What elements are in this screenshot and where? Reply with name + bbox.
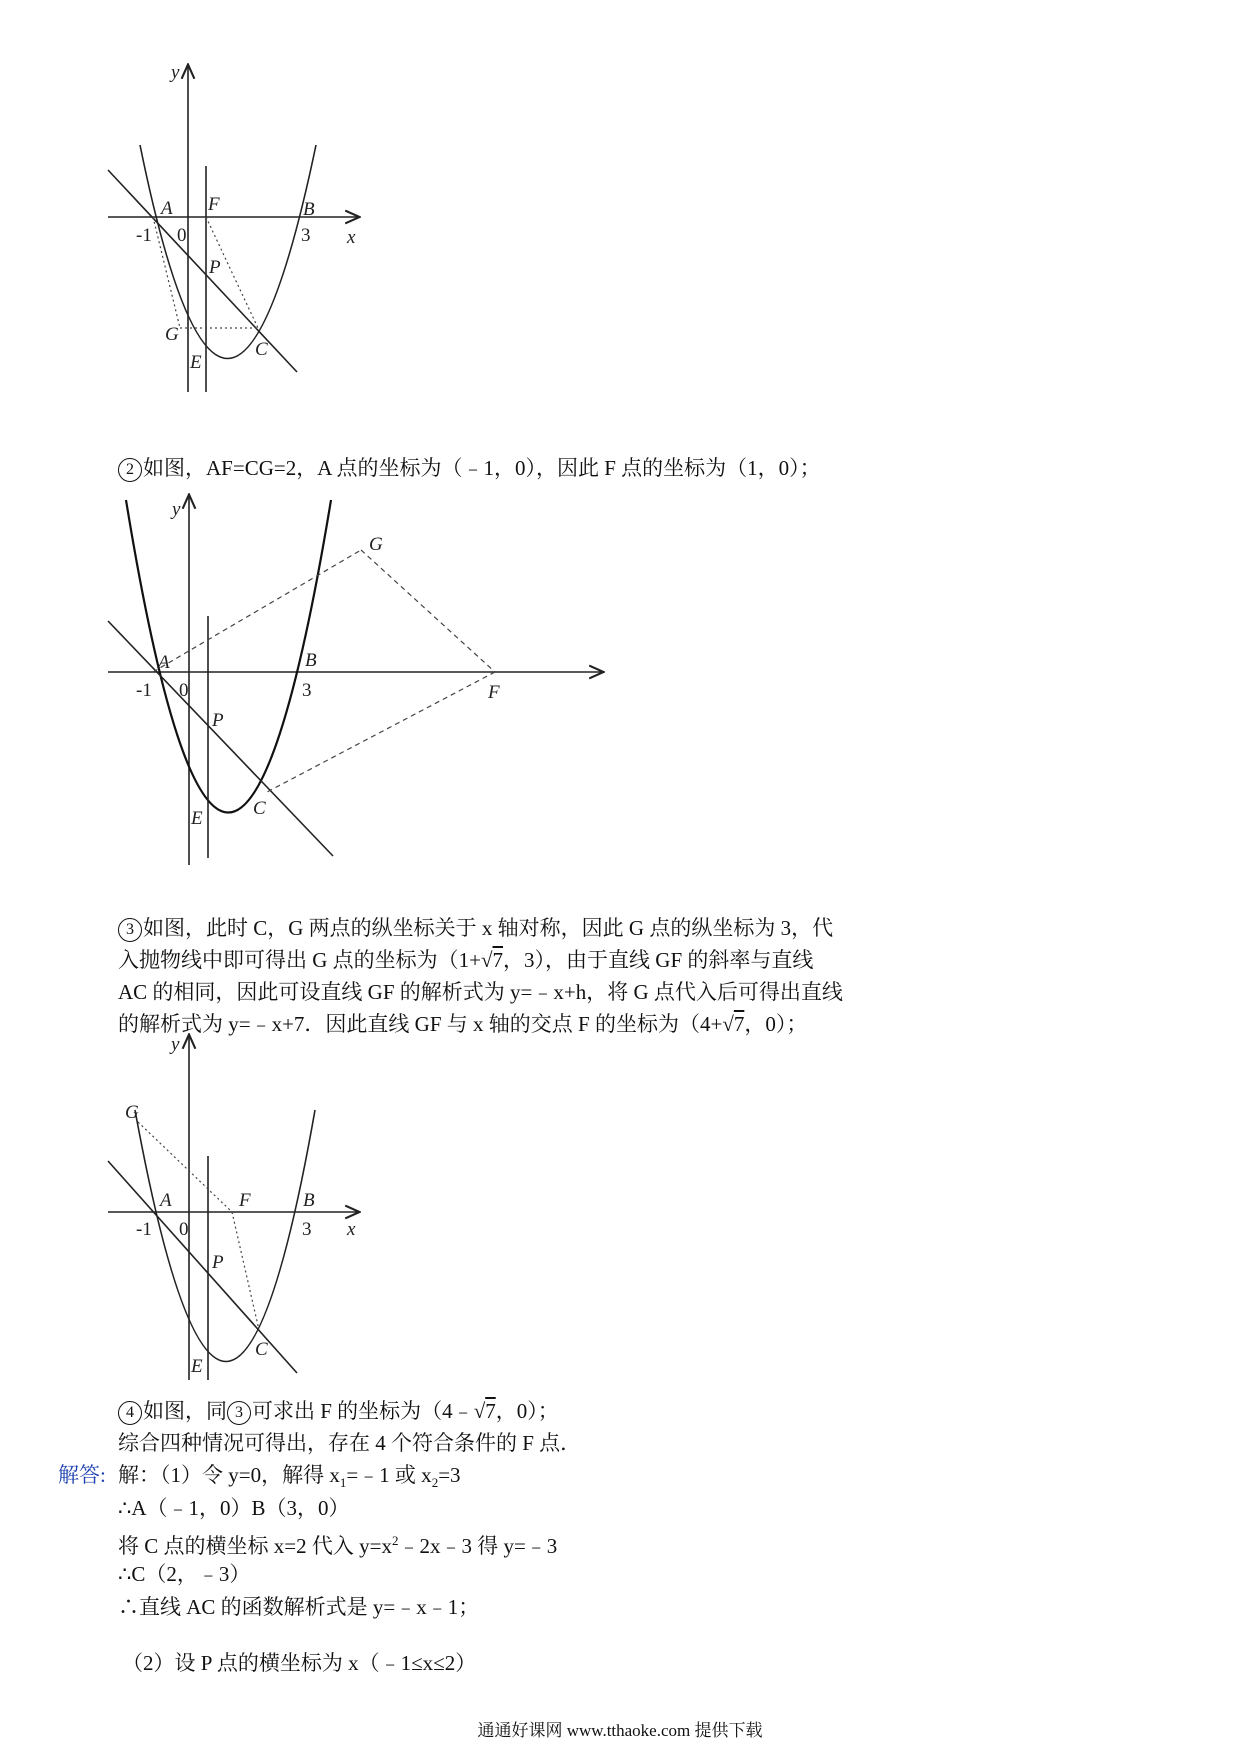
- label-g: G: [369, 534, 383, 555]
- label-y: y: [171, 62, 180, 83]
- answer-text-6: （2）设 P 点的横坐标为 x（﹣1≤x≤2）: [122, 1651, 477, 1675]
- parabola: [135, 1110, 315, 1362]
- answer-text-3b: ﹣2x﹣3 得 y=﹣3: [398, 1534, 558, 1558]
- label-e: E: [190, 352, 202, 373]
- label-y: y: [172, 499, 181, 520]
- answer-text-3a: 将 C 点的横坐标 x=2 代入 y=x: [118, 1534, 392, 1558]
- paragraph-3-text-4a: 的解析式为 y=﹣x+7．因此直线 GF 与 x 轴的交点 F 的坐标为（4+: [118, 1012, 723, 1036]
- paragraph-4-text-1b: 可求出 F 的坐标为（4﹣: [252, 1399, 474, 1423]
- label-e: E: [191, 808, 203, 829]
- sqrt-radicand: 7: [485, 1399, 496, 1423]
- answer-label: 解答:: [58, 1463, 106, 1487]
- answer-line-5: [118, 1592, 479, 1622]
- sqrt-sign: √: [481, 948, 493, 972]
- circled-number: 3: [118, 918, 142, 942]
- answer-text-5: ∴直线 AC 的函数解析式是 y=﹣x﹣1；: [118, 1595, 480, 1619]
- circled-number: 4: [118, 1401, 142, 1425]
- tick-3: 3: [302, 680, 312, 701]
- label-p: P: [209, 257, 221, 278]
- segment-fc: [232, 1212, 259, 1330]
- label-a: A: [160, 1190, 172, 1211]
- label-f: F: [208, 194, 220, 215]
- answer-text-1a: 解：（1）令 y=0，解得 x: [118, 1463, 340, 1487]
- label-b: B: [303, 199, 315, 220]
- label-x: x: [347, 1219, 356, 1240]
- label-p: P: [212, 710, 224, 731]
- paragraph-3-line-3: [118, 977, 843, 1007]
- paragraph-3-line-1: [118, 913, 833, 943]
- paragraph-4-line-1: [118, 1396, 559, 1426]
- segment-ag: [153, 550, 361, 672]
- answer-line-2: [118, 1493, 350, 1523]
- label-a: A: [158, 652, 170, 673]
- answer-text-2: ∴A（﹣1，0）B（3，0）: [118, 1496, 350, 1520]
- paragraph-3-text-4b: ，0）；: [744, 1012, 808, 1036]
- tick-0: 0: [177, 225, 187, 246]
- answer-text-1c: =3: [438, 1463, 461, 1487]
- figure-2-graph: [105, 490, 615, 872]
- sqrt-sign: √: [722, 1012, 734, 1036]
- tick-0: 0: [179, 680, 189, 701]
- paragraph-4-text-1a: 如图，同: [143, 1399, 227, 1423]
- paragraph-3-text-3: AC 的相同，因此可设直线 GF 的解析式为 y=﹣x+h，将 G 点代入后可得出直线: [118, 980, 843, 1004]
- answer-line-6: [122, 1648, 476, 1678]
- label-b: B: [303, 1190, 315, 1211]
- footer: 通通好课网 www.tthaoke.com 提供下载: [477, 1721, 763, 1740]
- line-ac: [108, 1161, 297, 1373]
- answer-line-3: [118, 1526, 557, 1561]
- paragraph-4-text-2: 综合四种情况可得出，存在 4 个符合条件的 F 点．: [118, 1431, 582, 1455]
- figure-3: [105, 1030, 385, 1385]
- sqrt-radicand: 7: [492, 948, 504, 972]
- label-f: F: [488, 682, 500, 703]
- segment-gf: [361, 550, 495, 672]
- tick-3: 3: [302, 1219, 312, 1240]
- label-c: C: [255, 1339, 268, 1360]
- figure-1-graph: [105, 60, 385, 400]
- sqrt-sign: √: [473, 1399, 486, 1423]
- label-e: E: [191, 1356, 203, 1377]
- figure-3-graph: [105, 1030, 385, 1385]
- label-p: P: [212, 1252, 224, 1273]
- subscript-2: 2: [431, 1475, 439, 1491]
- label-g: G: [125, 1102, 139, 1123]
- sqrt-radicand: 7: [733, 1012, 745, 1036]
- paragraph-4-line-2: [118, 1428, 581, 1458]
- label-a: A: [161, 198, 173, 219]
- parabola: [126, 500, 331, 813]
- label-g: G: [165, 324, 179, 345]
- label-c: C: [253, 798, 266, 819]
- circled-number: 2: [118, 458, 142, 482]
- tick-neg1: -1: [136, 225, 152, 246]
- label-f: F: [239, 1190, 251, 1211]
- figure-1: [105, 60, 385, 400]
- label-x: x: [347, 227, 356, 248]
- superscript-2: 2: [391, 1533, 399, 1548]
- paragraph-3-line-2: [118, 945, 813, 975]
- subscript-1: 1: [339, 1475, 347, 1491]
- line-ac: [108, 621, 333, 856]
- answer-text-1b: =﹣1 或 x: [346, 1463, 432, 1487]
- paragraph-3-text-2a: 入抛物线中即可得出 G 点的坐标为（1+: [118, 948, 482, 972]
- tick-neg1: -1: [136, 680, 152, 701]
- answer-text-4: ∴C（2，﹣3）: [118, 1562, 251, 1586]
- paragraph-2: [118, 453, 821, 483]
- paragraph-3-text-2b: ，3），由于直线 GF 的斜率与直线: [503, 948, 814, 972]
- tick-neg1: -1: [136, 1219, 152, 1240]
- paragraph-3-text-1: 如图，此时 C，G 两点的纵坐标关于 x 轴对称，因此 G 点的纵坐标为 3，代: [143, 916, 834, 940]
- paragraph-4-text-1c: ，0）；: [495, 1399, 559, 1423]
- figure-2: [105, 490, 615, 872]
- label-c: C: [255, 339, 268, 360]
- tick-0: 0: [179, 1219, 189, 1240]
- answer-line-4: [118, 1559, 250, 1589]
- label-b: B: [305, 650, 317, 671]
- label-y: y: [171, 1034, 180, 1055]
- circled-reference: 3: [227, 1401, 251, 1425]
- tick-3: 3: [301, 225, 311, 246]
- paragraph-2-text: 如图，AF=CG=2，A 点的坐标为（﹣1，0），因此 F 点的坐标为（1，0）；: [143, 456, 821, 480]
